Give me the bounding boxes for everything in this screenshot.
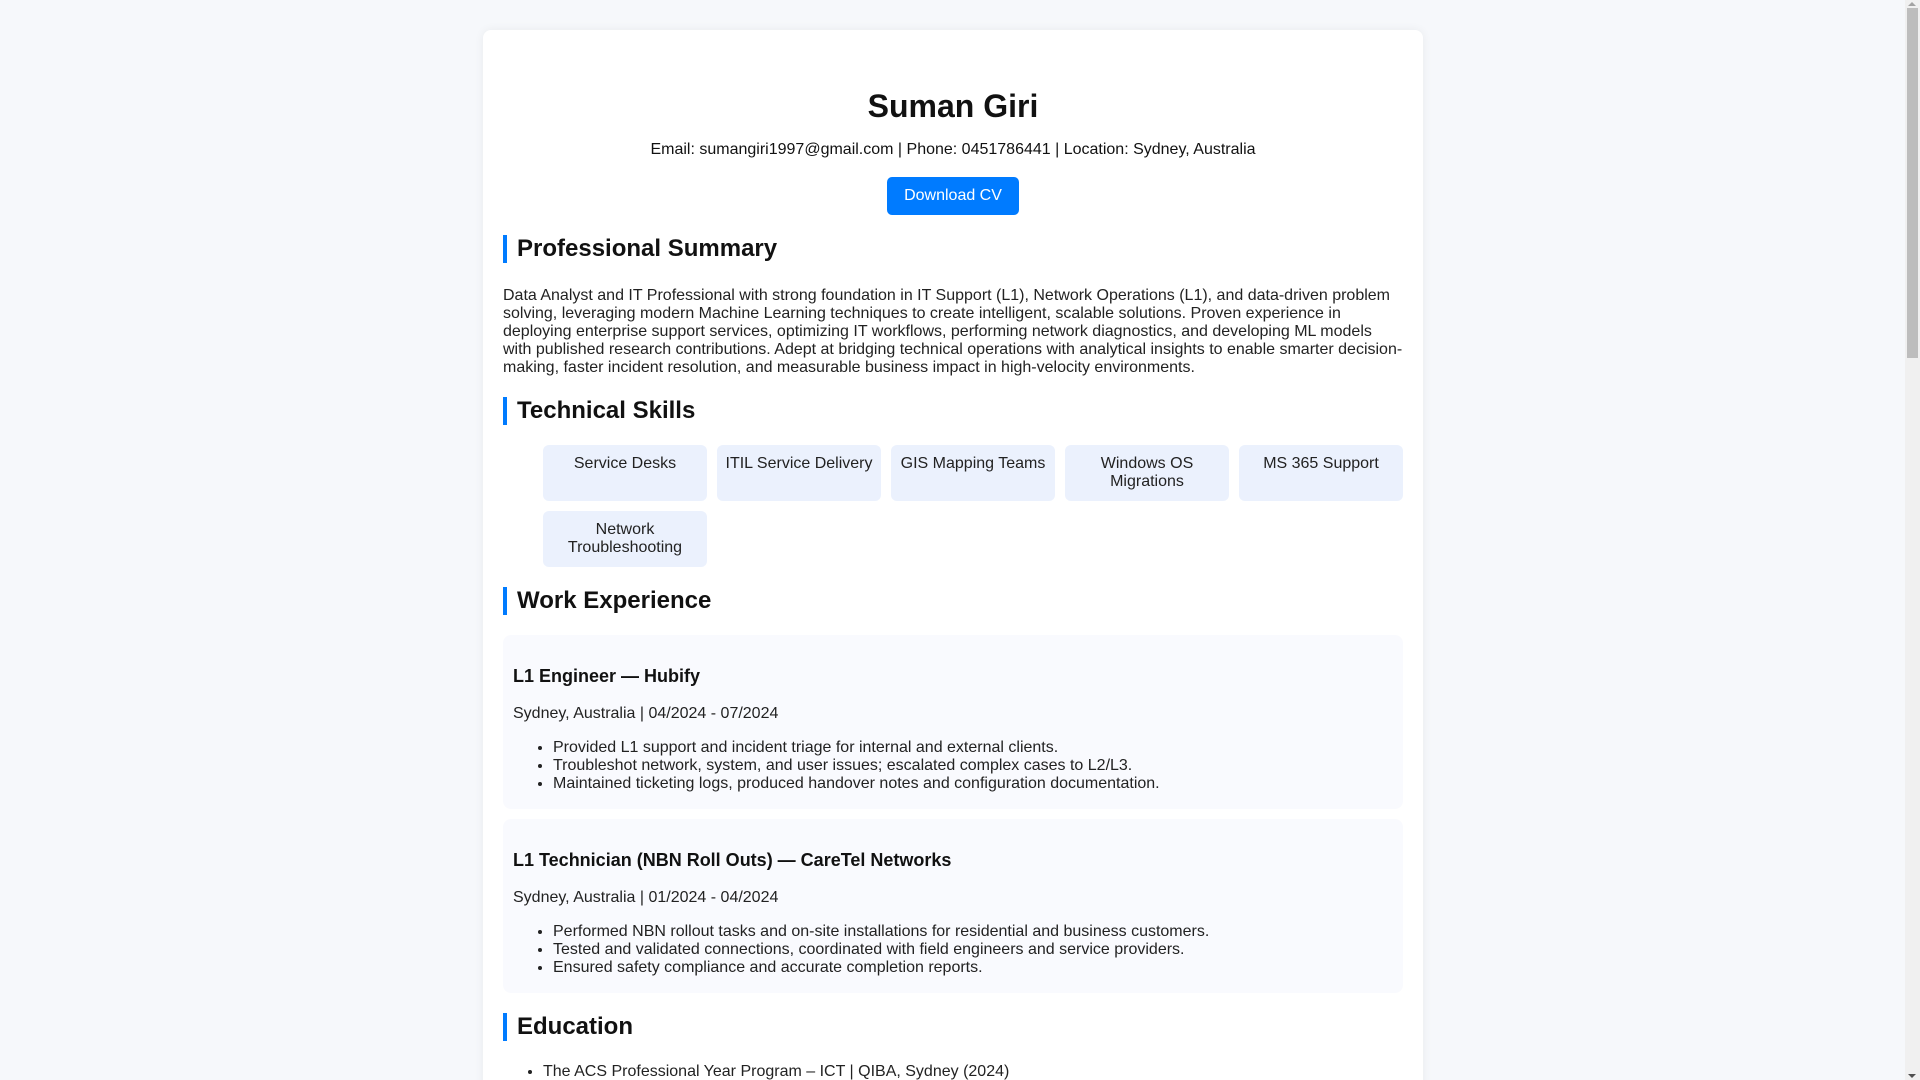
scroll-up-arrow-icon[interactable] [1908,2,1916,6]
skill-chip: Service Desks [543,445,707,501]
job-bullet: • Performed NBN rollout tasks and on-site installations for residential and business customers. [553,923,1393,941]
job-bullet: • Tested and validated connections, coordinated with field engineers and service providers. [553,941,1393,959]
job-bullet: • Provided L1 support and incident triage for internal and external clients. [553,739,1393,757]
download-cv-button[interactable]: Download CV [887,177,1019,215]
vertical-scrollbar[interactable] [1905,0,1920,1080]
job-list [503,635,1403,993]
section-title-summary: Professional Summary [503,235,1403,263]
job-bullets [513,739,1393,793]
scroll-down-arrow-icon[interactable] [1908,1074,1916,1078]
job-bullet: • Maintained ticketing logs, produced handover notes and configuration documentation. [553,775,1393,793]
job-card [503,635,1403,809]
skill-chip: Network Troubleshooting [543,511,707,567]
scrollbar-thumb[interactable] [1907,8,1918,358]
contact-info: Email: sumangiri1997@gmail.com | Phone: 0451786441 | Location: Sydney, Australia [650,141,1256,158]
job-meta: Sydney, Australia | 01/2024 - 04/2024 [513,889,779,906]
job-meta: Sydney, Australia | 04/2024 - 07/2024 [513,705,779,722]
skill-chip: ITIL Service Delivery [717,445,881,501]
education-item: • The ACS Professional Year Program – ICT | QIBA, Sydney (2024) [543,1063,1403,1080]
summary-text: Data Analyst and IT Professional with strong foundation in IT Support (L1), Network Operations (L1), and data-driven problem solving, leveraging modern Machine Learning techniques to create intelligent, scalable solutions. Proven experience in deploying enterprise support services, optimizing IT workflows, performing network diagnostics, and developing ML models with published research contributions. Adept at bridging technical operations with analytical insights to enable smarter decision-making, faster incident resolution, and measurable business impact in high-velocity environments. [503,287,1403,376]
section-title-education: Education [503,1013,1403,1041]
section-title-skills: Technical Skills [503,397,1403,425]
section-title-experience: Work Experience [503,587,1403,615]
resume-name: Suman Giri [867,88,1039,124]
skills-grid [503,445,1403,567]
skill-chip: MS 365 Support [1239,445,1403,501]
skill-chip: GIS Mapping Teams [891,445,1055,501]
job-bullet: • Troubleshot network, system, and user issues; escalated complex cases to L2/L3. [553,757,1393,775]
job-card [503,819,1403,993]
job-bullets [513,923,1393,977]
job-title: L1 Technician (NBN Roll Outs) — CareTel Networks [513,850,952,870]
resume-card [483,30,1423,1080]
job-title: L1 Engineer — Hubify [513,666,701,686]
job-bullet: • Ensured safety compliance and accurate completion reports. [553,959,1393,977]
education-list [503,1063,1403,1080]
skill-chip: Windows OS Migrations [1065,445,1229,501]
